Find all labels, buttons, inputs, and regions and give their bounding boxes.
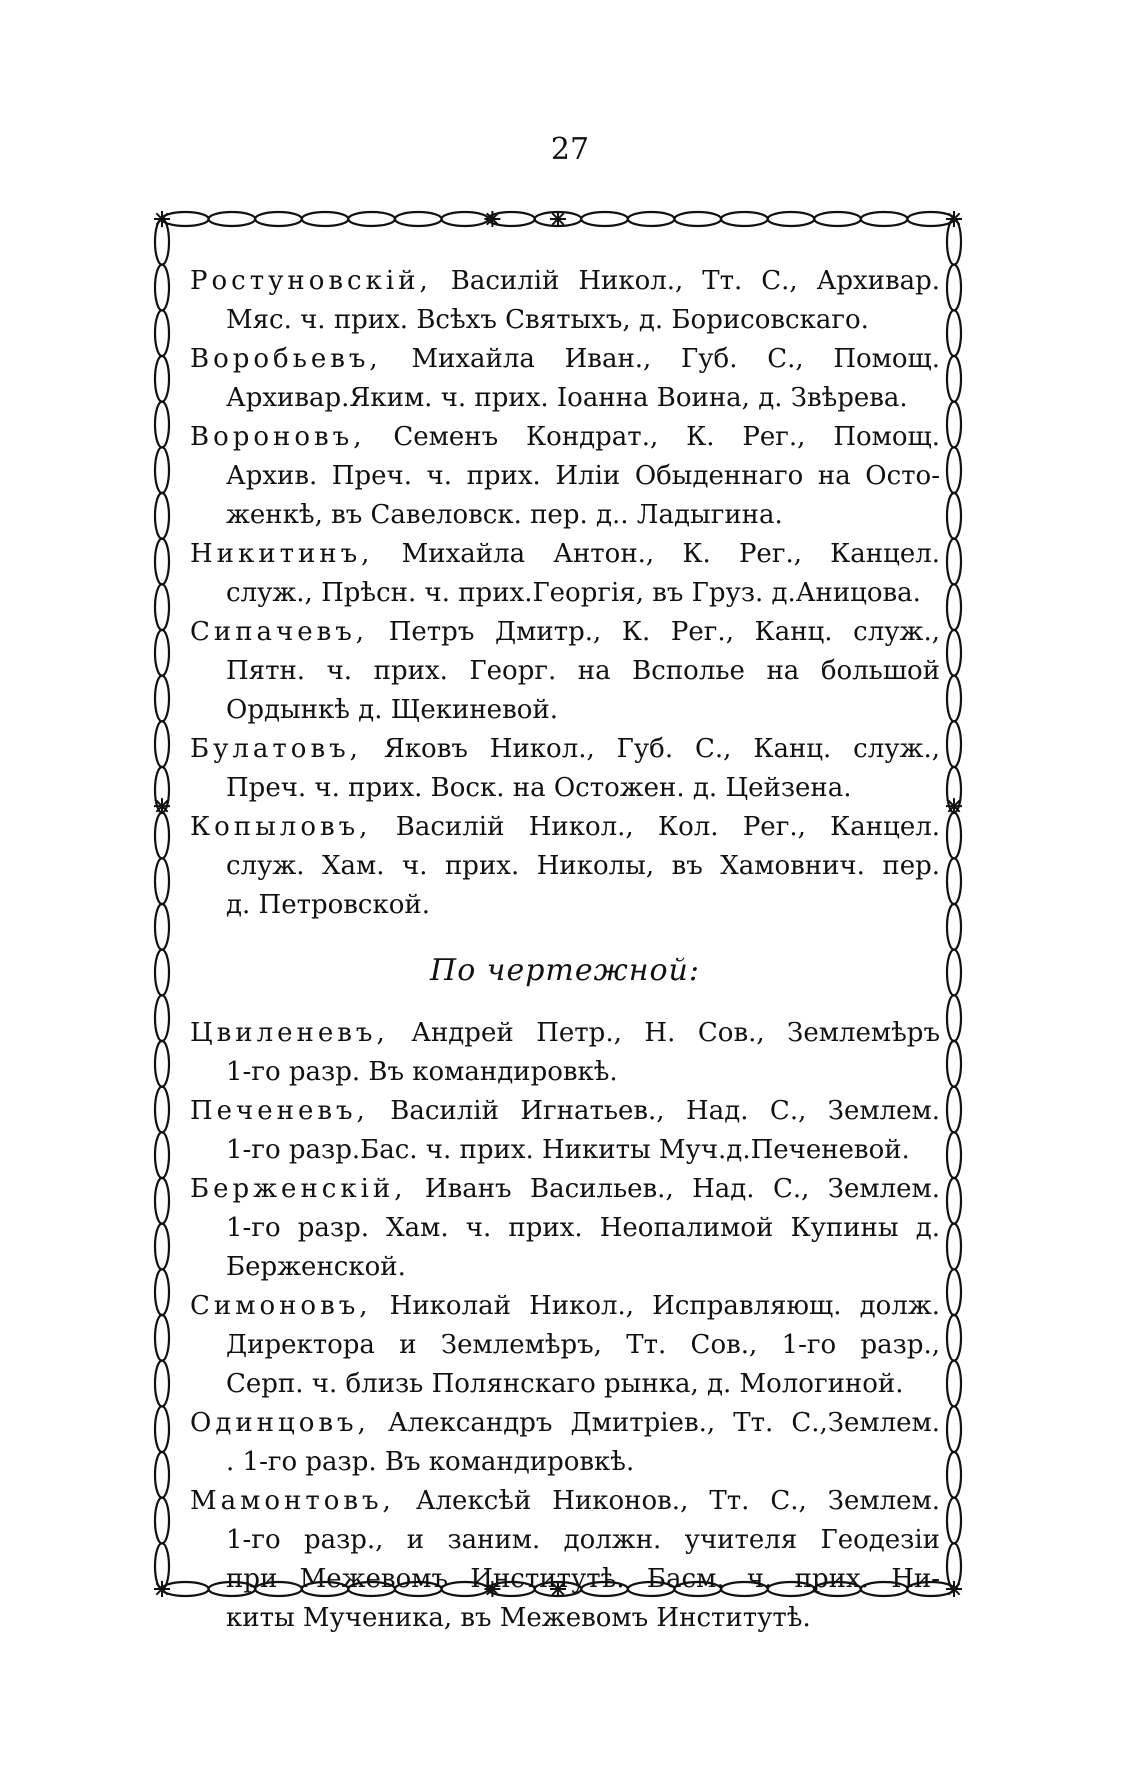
entry-text: Мяс. ч. прих. Всѣхъ Святыхъ, д. Борисовскаго. [226, 305, 869, 335]
entry-line [190, 1599, 940, 1638]
entry-line [190, 301, 940, 340]
entry [190, 418, 940, 535]
entry-text: Семенъ Кондрат., К. Рег., Помощ. [393, 422, 940, 452]
entry-text: Ордынкѣ д. Щекиневой. [226, 695, 558, 725]
entry-text: д. Петровской. [226, 890, 430, 920]
entry-line [190, 418, 940, 457]
entry-line [190, 1053, 940, 1092]
entry-name: Булатовъ, [190, 734, 362, 764]
entry-text: Серп. ч. близь Полянскаго рынка, д. Мологиной. [226, 1369, 904, 1399]
entry [190, 730, 940, 808]
entry [190, 1287, 940, 1404]
entry-line [190, 1521, 940, 1560]
entry-line [190, 1560, 940, 1599]
page-content [190, 262, 940, 1638]
entry-line [190, 1404, 940, 1443]
entry-name: Печеневъ, [190, 1096, 369, 1126]
entry-line [190, 652, 940, 691]
entry [190, 808, 940, 925]
entry-text: . 1-го разр. Въ командировкѣ. [226, 1447, 635, 1477]
entry-text: Михайла Иван., Губ. С., Помощ. [411, 344, 940, 374]
entry-line [190, 1014, 940, 1053]
entry [190, 340, 940, 418]
entry-text: Алексѣй Никонов., Тт. С., Землем. [415, 1486, 940, 1516]
page-number: 27 [550, 132, 590, 167]
entry-text: Михайла Антон., К. Рег., Канцел. [401, 539, 940, 569]
entry-line [190, 847, 940, 886]
entry-name: Берженскій, [190, 1174, 407, 1204]
entry-name: Цвиленевъ, [190, 1018, 389, 1048]
section-drafting [190, 951, 940, 1638]
entry-line [190, 1365, 940, 1404]
entry-text: Преч. ч. прих. Воск. на Остожен. д. Цейзена. [226, 773, 852, 803]
entry-text: киты Мученика, въ Межевомъ Институтѣ. [226, 1603, 811, 1633]
entry [190, 535, 940, 613]
entry-line [190, 262, 940, 301]
entry [190, 1482, 940, 1638]
entry [190, 613, 940, 730]
entry-name: Сипачевъ, [190, 617, 369, 647]
entry-text: при Межевомъ Институтѣ. Басм. ч. прих. Ни- [226, 1564, 940, 1594]
entry-line [190, 535, 940, 574]
entry-line [190, 457, 940, 496]
entry-line [190, 574, 940, 613]
entry-name: Симоновъ, [190, 1291, 372, 1321]
entry-line [190, 613, 940, 652]
entry-line [190, 691, 940, 730]
entry-name: Вороновъ, [190, 422, 366, 452]
entry-line [190, 1092, 940, 1131]
entry-text: Пятн. ч. прих. Георг. на Всполье на большой [226, 656, 940, 686]
section-heading: По чертежной: [430, 953, 700, 988]
entry-line [190, 1131, 940, 1170]
entry-line [190, 340, 940, 379]
entry-text: Николай Никол., Исправляющ. долж. [389, 1291, 940, 1321]
entry-text: 1-го разр. Хам. ч. прих. Неопалимой Купины д. [226, 1213, 940, 1243]
entry-text: Яковъ Никол., Губ. С., Канц. служ., [383, 734, 940, 764]
entry-text: Берженской. [226, 1252, 406, 1282]
entry-text: 1-го разр., и заним. должн. учителя Геодезіи [226, 1525, 940, 1555]
entry-text: Петръ Дмитр., К. Рег., Канц. служ., [388, 617, 941, 647]
entry-text: 1-го разр.Бас. ч. прих. Никиты Муч.д.Печеневой. [226, 1135, 910, 1165]
entry-line [190, 496, 940, 535]
entry-text: Архивар.Яким. ч. прих. Іоанна Воина, д. Звѣрева. [226, 383, 908, 413]
entry-text: служ., Прѣсн. ч. прих.Георгія, въ Груз. д.Аницова. [226, 578, 921, 608]
entry-text: Александръ Дмитріев., Тт. С.,Землем. [387, 1408, 940, 1438]
entry-text: женкѣ, въ Савеловск. пер. д.. Ладыгина. [226, 500, 783, 530]
entry-line [190, 730, 940, 769]
entry-line [190, 1326, 940, 1365]
entry-line [190, 1482, 940, 1521]
entry-line [190, 769, 940, 808]
entry-text: служ. Хам. ч. прих. Николы, въ Хамовнич. пер. [226, 851, 940, 881]
entry-name: Ростуновскій, [190, 266, 432, 296]
entry-text: Василій Никол., Тт. С., Архивар. [450, 266, 940, 296]
entry-name: Копыловъ, [190, 812, 372, 842]
entry-name: Мамонтовъ, [190, 1486, 395, 1516]
entry-text: Директора и Землемѣръ, Тт. Сов., 1-го разр., [226, 1330, 940, 1360]
entry [190, 1014, 940, 1092]
entry-line [190, 1248, 940, 1287]
entry-text: 1-го разр. Въ командировкѣ. [226, 1057, 618, 1087]
entry-line [190, 1209, 940, 1248]
entry [190, 1404, 940, 1482]
entry-text: Архив. Преч. ч. прих. Иліи Обыденнаго на Осто- [226, 461, 940, 491]
section-officials [190, 262, 940, 925]
entry-name: Одинцовъ, [190, 1408, 370, 1438]
entry-line [190, 1287, 940, 1326]
entry-line [190, 808, 940, 847]
entry [190, 1170, 940, 1287]
entry-line [190, 1170, 940, 1209]
entry-line [190, 379, 940, 418]
entry-text: Иванъ Васильев., Над. С., Землем. [424, 1174, 940, 1204]
entry [190, 1092, 940, 1170]
entry [190, 262, 940, 340]
entry-text: Василій Игнатьев., Над. С., Землем. [390, 1096, 940, 1126]
entry-name: Воробьевъ, [190, 344, 382, 374]
entry-text: Андрей Петр., Н. Сов., Землемѣръ [411, 1018, 940, 1048]
entry-line [190, 1443, 940, 1482]
entry-line [190, 886, 940, 925]
entry-name: Никитинъ, [190, 539, 374, 569]
entry-text: Василій Никол., Кол. Рег., Канцел. [395, 812, 940, 842]
